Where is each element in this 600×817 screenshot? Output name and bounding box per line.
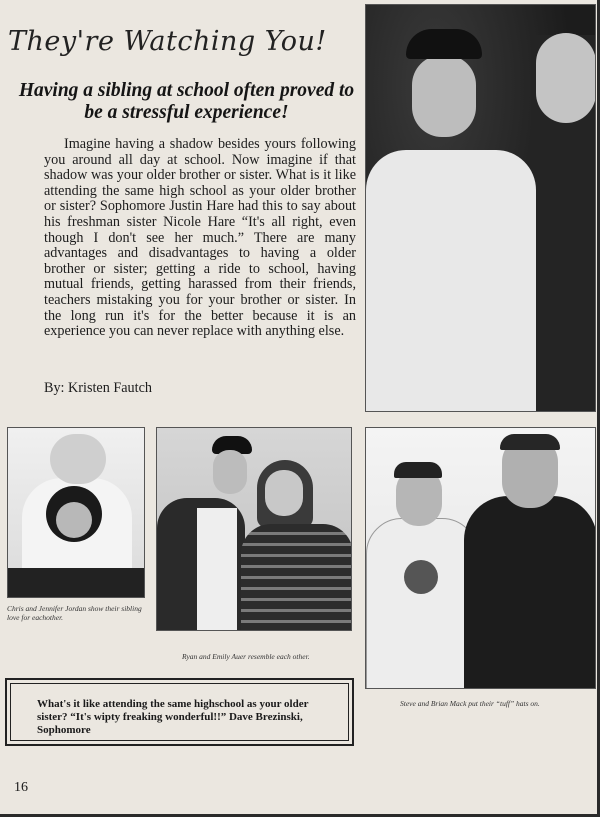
sidebar-quote: What's it like attending the same highschool as your older sister? “It's wipty freaking wonderful!!” Dave Brezinski, Sophomore — [10, 683, 349, 741]
page-number: 16 — [14, 780, 28, 795]
article-subtitle: Having a sibling at school often proved to be a stressful experience! — [18, 80, 355, 123]
article-title: They're Watching You! — [8, 26, 327, 57]
mack-siblings-photo — [365, 427, 596, 689]
article-byline: By: Kristen Fautch — [44, 380, 152, 396]
jordan-caption: Chris and Jennifer Jordan show their sibling love for eachother. — [7, 604, 142, 622]
jordan-siblings-photo — [7, 427, 145, 598]
quote-box — [5, 678, 354, 746]
article-body: Imagine having a shadow besides yours following you around all day at school. Now imagine if that shadow was your older brother or sister. What is it like attending the same high school as your older brother or sister? Sophomore Justin Hare had this to say about his freshman sister Nicole Hare “It's all right, even though I don't see her much.” There are many advantages and disadvantages to having a older brother or sister; getting a ride to school, having mutual friends, getting harassed from their friends, teachers mistaking you for your brother or sister. In the long run it's for the better because it is an experience you can never replace with anything else. — [44, 136, 356, 340]
hare-siblings-photo — [365, 4, 596, 412]
auer-caption: Ryan and Emily Auer resemble each other. — [182, 652, 310, 661]
mack-caption: Steve and Brian Mack put their “tuff” hats on. — [400, 699, 540, 708]
auer-siblings-photo — [156, 427, 352, 631]
